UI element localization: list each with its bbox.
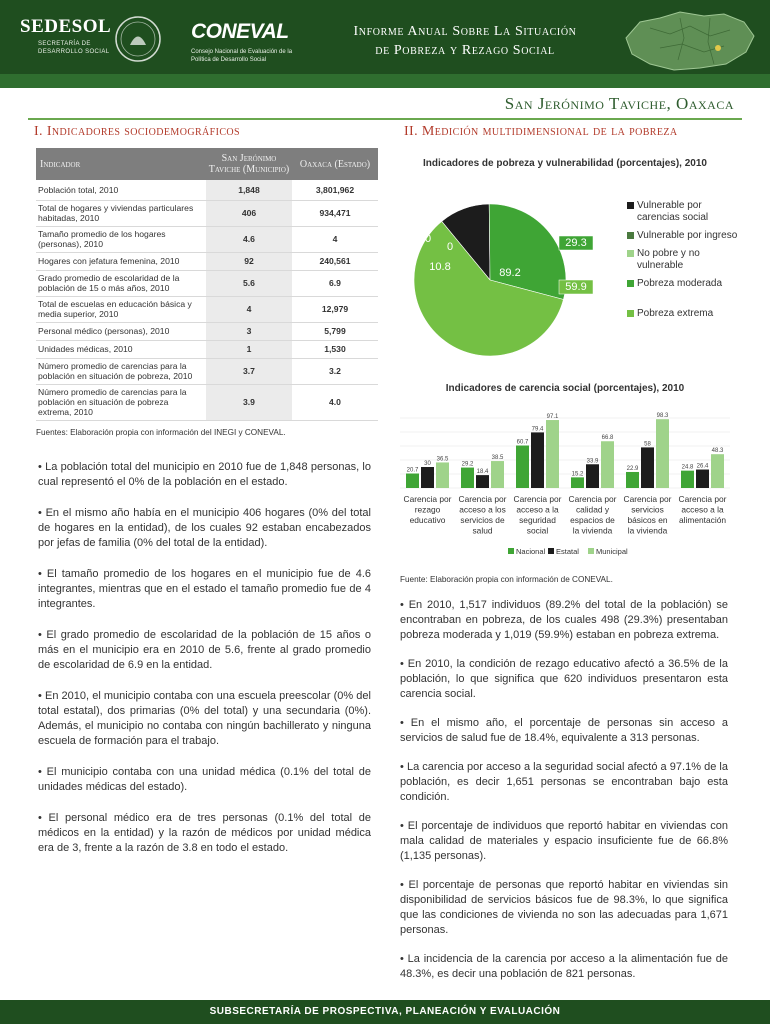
bar-data-label: 38.5: [491, 455, 504, 462]
header-banner: [0, 0, 770, 88]
table-row: [36, 180, 378, 200]
table-cell-indicator: Grado promedio de escolaridad de la población de 15 o más años, 2010: [36, 270, 206, 296]
legend-item: [627, 308, 747, 320]
bar: [601, 441, 614, 488]
poverty-pie-chart: [400, 186, 610, 366]
bar-data-label: 36.5: [436, 456, 449, 463]
pie-data-label: 29.3: [565, 237, 587, 249]
header-band: [0, 74, 770, 88]
bar-data-label: 48.3: [711, 448, 724, 455]
legend-label: Municipal: [596, 547, 628, 556]
municipality-title: San Jerónimo Taviche, Oaxaca: [504, 94, 734, 113]
table-row: [36, 200, 378, 226]
bullet-paragraph: • La carencia por acceso a la seguridad social afectó a 97.1% de la población, es decir 1,651 personas se encontraban bajo esta condición.: [400, 761, 728, 803]
sedesol-logo: SEDESOL: [20, 16, 112, 37]
table-row: [36, 252, 378, 270]
pie-data-label: 10.8: [429, 261, 451, 273]
table-cell-state: 3.2: [292, 358, 378, 384]
legend-swatch: [627, 202, 634, 209]
bullet-paragraph: • En el mismo año había en el municipio 406 hogares (0% del total de hogares en la entidad), de los cuales 92 estaban encabezados por jefas de familia (0% del total de la entidad).: [38, 507, 371, 549]
bar: [516, 446, 529, 488]
bullet-paragraph: • El grado promedio de escolaridad de la población de 15 años o más en el municipio era en 2010 de 5.6, frente al grado promedio de escolaridad de 6.9 en la entidad.: [38, 629, 371, 671]
bar-data-label: 98.3: [656, 413, 669, 420]
table-cell-state: 6.9: [292, 270, 378, 296]
legend-label: Pobreza moderada: [637, 278, 723, 289]
table-cell-indicator: Hogares con jefatura femenina, 2010: [36, 252, 206, 270]
bar-data-label: 22.9: [626, 465, 639, 472]
bar-data-label: 15.2: [571, 471, 584, 478]
bar-data-label: 58: [644, 441, 651, 448]
table-row: [36, 296, 378, 322]
bar-data-label: 79.4: [531, 426, 544, 433]
bar: [491, 461, 504, 488]
report-title: [305, 22, 625, 60]
bar-data-label: 24.8: [681, 464, 694, 471]
table-cell-municipality: 92: [206, 252, 292, 270]
pie-total-label: 89.2: [499, 267, 521, 279]
legend-label: Vulnerable por carencias social: [637, 200, 709, 223]
bar-chart-title: Indicadores de carencia social (porcentajes), 2010: [445, 383, 685, 394]
table-cell-state: 4: [292, 226, 378, 252]
bar: [696, 470, 709, 488]
bullet-paragraph: • En 2010, el municipio contaba con una escuela preescolar (0% del total estatal), dos primarias (0% del total) y una secundaria (0%). Además, el municipio no contaba con ningún bachillerato y ninguna escuela de formación para el trabajo.: [38, 690, 371, 747]
table-cell-state: 3,801,962: [292, 180, 378, 200]
bar: [681, 471, 694, 488]
legend-swatch: [508, 548, 514, 554]
legend-item: [627, 230, 747, 242]
legend-swatch: [627, 250, 634, 257]
bar: [641, 447, 654, 488]
section-title-sociodemographic: I. Indicadores sociodemográficos: [34, 124, 240, 139]
table-cell-indicator: Población total, 2010: [36, 180, 206, 200]
table-row: [36, 340, 378, 358]
report-title-line2: de Pobreza y Rezago Social: [375, 43, 555, 58]
section-title-poverty: II. Medición multidimensional de la pobreza: [404, 124, 678, 139]
table-source-note: Fuentes: Elaboración propia con información del INEGI y CONEVAL.: [36, 428, 286, 437]
bullet-paragraph: • En el mismo año, el porcentaje de personas sin acceso a servicios de salud fue de 18.4%, equivalente a 313 personas.: [400, 717, 728, 744]
bar: [656, 419, 669, 488]
bar: [626, 472, 639, 488]
report-title-line1: Informe Anual Sobre La Situación: [353, 24, 577, 39]
table-cell-state: 4.0: [292, 384, 378, 420]
bar: [406, 474, 419, 488]
legend-label: Nacional: [516, 547, 546, 556]
bar: [571, 477, 584, 488]
mexico-seal-icon: [113, 14, 163, 64]
legend-swatch: [627, 310, 634, 317]
table-row: [36, 226, 378, 252]
table-cell-indicator: Tamaño promedio de los hogares (personas), 2010: [36, 226, 206, 252]
pie-data-label: 59.9: [565, 281, 587, 293]
bullet-paragraph: • En 2010, la condición de rezago educativo afectó a 36.5% de la población, lo que significa que 620 individuos presentaron esta carencia social.: [400, 658, 728, 700]
bullet-paragraph: • En 2010, 1,517 individuos (89.2% del total de la población) se encontraban en pobreza, de los cuales 498 (29.3%) presentaban pobreza moderada y 1,019 (59.9%) estaban en pobreza extrema.: [400, 599, 728, 641]
coneval-logo: CONEVAL: [191, 20, 289, 43]
bar: [436, 462, 449, 488]
pie-data-label: 0: [446, 241, 454, 253]
category-label: Carencia por acceso a la alimentación: [678, 494, 727, 525]
bullet-paragraph: • El porcentaje de personas que reportó habitar en viviendas sin disponibilidad de servicios básicos fue de 98.3%, lo que significa que las condiciones de vivienda no son las adecuadas para 1,671 personas.: [400, 879, 728, 936]
legend-swatch: [588, 548, 594, 554]
chart-source-note: Fuente: Elaboración propia con información de CONEVAL.: [400, 575, 613, 584]
bar: [461, 468, 474, 488]
table-cell-state: 934,471: [292, 200, 378, 226]
bullet-paragraph: • La población total del municipio en 2010 fue de 1,848 personas, lo cual representó el 0% de la población en el estado.: [38, 461, 371, 488]
table-cell-municipality: 3.9: [206, 384, 292, 420]
table-cell-municipality: 4.6: [206, 226, 292, 252]
table-cell-state: 240,561: [292, 252, 378, 270]
footer-banner: SUBSECRETARÍA DE PROSPECTIVA, PLANEACIÓN Y EVALUACIÓN: [0, 1000, 770, 1024]
bar: [711, 454, 724, 488]
table-header-state: Oaxaca (Estado): [292, 148, 378, 180]
bar-data-label: 33.9: [586, 458, 599, 465]
legend-label: Pobreza extrema: [637, 308, 714, 319]
bullet-paragraph: • El municipio contaba con una unidad médica (0.1% del total de unidades médicas del estado).: [38, 766, 371, 793]
bullet-paragraph: • El personal médico era de tres personas (0.1% del total de médicos en la entidad) y la razón de médicos por unidad médica era de 3, frente a la razón de 3.8 en todo el estado.: [38, 812, 371, 854]
pie-data-label: 0: [424, 233, 432, 245]
bullet-paragraph: • La incidencia de la carencia por acceso a la alimentación fue de 48.3%, es decir una población de 821 personas.: [400, 953, 728, 980]
table-cell-indicator: Total de escuelas en educación básica y media superior, 2010: [36, 296, 206, 322]
table-row: [36, 270, 378, 296]
table-header-indicator: Indicador: [36, 148, 206, 180]
table-cell-municipality: 4: [206, 296, 292, 322]
poverty-bullets: [400, 598, 728, 996]
bar-data-label: 20.7: [406, 467, 419, 474]
legend-item: [627, 278, 747, 290]
table-header-municipality: San Jerónimo Taviche (Municipio): [206, 148, 292, 180]
bar-data-label: 66.8: [601, 435, 614, 442]
legend-item: [627, 248, 747, 272]
table-cell-state: 5,799: [292, 322, 378, 340]
table-cell-municipality: 3: [206, 322, 292, 340]
table-cell-municipality: 3.7: [206, 358, 292, 384]
legend-label: Vulnerable por ingreso: [637, 230, 738, 241]
table-cell-municipality: 406: [206, 200, 292, 226]
title-rule: [28, 118, 742, 120]
indicators-table: [36, 148, 378, 421]
bar-data-label: 29.2: [461, 461, 474, 468]
coneval-subtitle: Consejo Nacional de Evaluación de la Política de Desarrollo Social: [191, 49, 293, 63]
legend-label: No pobre y no vulnerable: [637, 248, 700, 271]
table-row: [36, 322, 378, 340]
legend-swatch: [627, 232, 634, 239]
state-map-icon: [620, 8, 760, 74]
table-cell-state: 12,979: [292, 296, 378, 322]
sociodemographic-bullets: [38, 460, 371, 872]
table-cell-municipality: 1: [206, 340, 292, 358]
sedesol-subtitle: SECRETARÍA DE DESARROLLO SOCIAL: [38, 41, 110, 55]
category-label: Carencia por rezago educativo: [403, 494, 452, 525]
table-cell-indicator: Unidades médicas, 2010: [36, 340, 206, 358]
social-deprivation-bar-chart: [400, 398, 730, 560]
table-cell-municipality: 1,848: [206, 180, 292, 200]
table-cell-municipality: 5.6: [206, 270, 292, 296]
table-cell-indicator: Número promedio de carencias para la población en situación de pobreza, 2010: [36, 358, 206, 384]
bar-data-label: 18.4: [476, 469, 489, 476]
legend-swatch: [627, 280, 634, 287]
bullet-paragraph: • El tamaño promedio de los hogares en el municipio fue de 4.6 integrantes, mientras que en el estado el tamaño promedio fue de 4 integrantes.: [38, 568, 371, 610]
category-label: Carencia por calidad y espacios de la vivienda: [568, 494, 617, 536]
table-row: [36, 358, 378, 384]
category-label: Carencia por acceso a la seguridad social: [513, 494, 562, 536]
category-label: Carencia por servicios básicos en la vivienda: [623, 494, 672, 536]
table-header-row: [36, 148, 378, 180]
bar: [421, 467, 434, 488]
pie-legend: [627, 200, 747, 320]
bar: [546, 420, 559, 488]
bullet-paragraph: • El porcentaje de individuos que reportó habitar en viviendas con mala calidad de materiales y espacio insuficiente fue de 66.8% (1,135 personas).: [400, 820, 728, 862]
bar: [586, 464, 599, 488]
bar-data-label: 97.1: [546, 414, 559, 421]
legend-label: Estatal: [556, 547, 579, 556]
bar: [476, 475, 489, 488]
legend-swatch: [548, 548, 554, 554]
table-row: [36, 384, 378, 420]
bar-data-label: 30: [424, 461, 431, 467]
pie-chart-title: Indicadores de pobreza y vulnerabilidad (porcentajes), 2010: [423, 158, 707, 169]
table-cell-indicator: Total de hogares y viviendas particulares habitadas, 2010: [36, 200, 206, 226]
legend-item: [627, 200, 747, 224]
bar-data-label: 60.7: [516, 439, 529, 446]
table-cell-state: 1,530: [292, 340, 378, 358]
table-cell-indicator: Personal médico (personas), 2010: [36, 322, 206, 340]
bar-data-label: 26.4: [696, 463, 709, 470]
bar: [531, 432, 544, 488]
table-cell-indicator: Número promedio de carencias para la población en situación de pobreza extrema, 2010: [36, 384, 206, 420]
category-label: Carencia por acceso a los servicios de salud: [458, 494, 507, 536]
